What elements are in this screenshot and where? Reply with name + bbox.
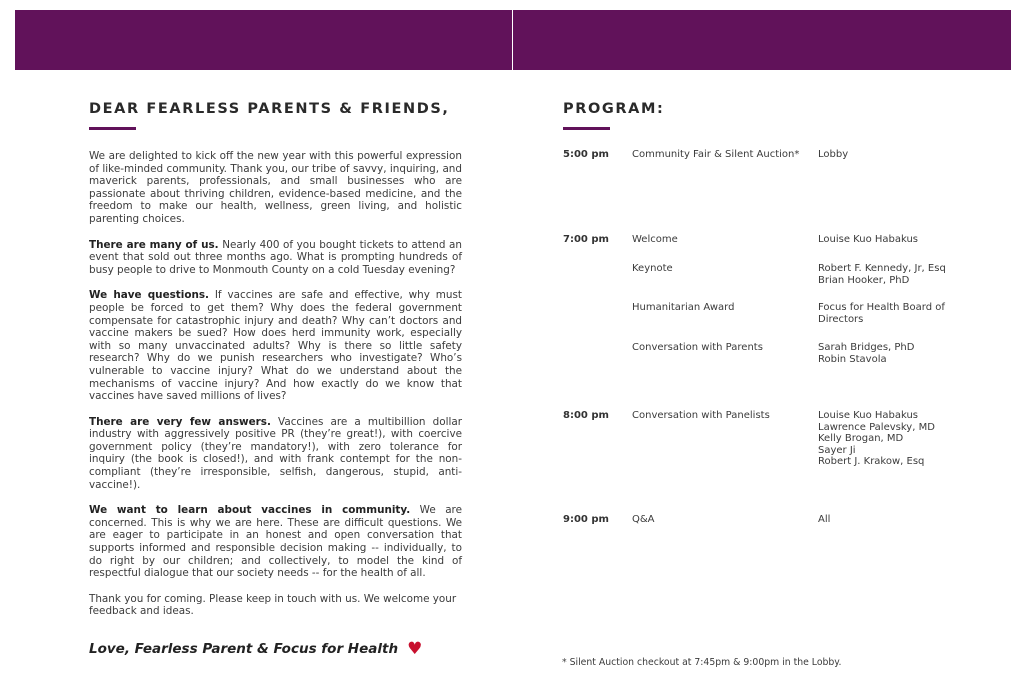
letter-column <box>89 98 462 631</box>
program-event: Conversation with Panelists <box>632 410 770 421</box>
presenter-name: Lobby <box>818 149 849 160</box>
letter-paragraph <box>89 150 462 226</box>
program-time: 8:00 pm <box>563 410 609 421</box>
presenter-name: Louise Kuo Habakus <box>818 410 919 421</box>
letter-heading: DEAR FEARLESS PARENTS & FRIENDS, <box>89 101 450 117</box>
program-presenters <box>818 514 968 526</box>
heading-underline <box>89 127 136 130</box>
program-presenters <box>818 342 968 365</box>
letter-signoff <box>89 639 422 659</box>
paragraph-text: Nearly 400 of you bought tickets to attend an event that sold out three months ago. What is prompting hundreds of busy people to drive to Monmouth County on a cold Tuesday evening? <box>89 238 462 276</box>
presenter-name: Sayer Ji <box>818 444 856 456</box>
program-time: 5:00 pm <box>563 149 609 160</box>
letter-paragraph <box>89 239 462 277</box>
presenter-name: Focus for Health Board of <box>818 302 945 313</box>
letter-paragraph <box>89 289 462 402</box>
paragraph-text: If vaccines are safe and effective, why must people be forced to get them? Why does the federal government compensate for catastrophic injury and death? Why can’t doctors and vaccine makers be sued? How does herd immunity work, especially with so many unvaccinated adults? Why is there so little safety research? Why do we punish researchers who investigate? Who’s vulnerable to vaccine injury? What do we understand about the mechanisms of vaccine injury? And how exactly do we know that vaccines have saved millions of lives? <box>89 289 462 403</box>
presenter-name: Directors <box>818 313 864 325</box>
program-presenters <box>818 263 968 286</box>
program-presenters <box>818 149 968 161</box>
program-presenters <box>818 410 968 468</box>
presenter-name: All <box>818 514 831 525</box>
letter-paragraph <box>89 504 462 580</box>
letter-paragraph <box>89 416 462 492</box>
letter-paragraph <box>89 593 462 618</box>
program-time: 7:00 pm <box>563 234 609 245</box>
program-time: 9:00 pm <box>563 514 609 525</box>
heading-underline <box>563 127 610 130</box>
header-banner-left <box>15 10 512 70</box>
presenter-name: Robin Stavola <box>818 353 887 365</box>
paragraph-text: We are concerned. This is why we are here. These are difficult questions. We are eager to participate in an honest and open conversation that supports informed and responsible decision making -- individually, to do right by our children; and collectively, to model the kind of respectful dialogue that our society needs -- for the health of all. <box>89 504 462 580</box>
paragraph-text: Vaccines are a multibillion dollar industry with aggressively positive PR (they’re great!), with coercive government policy (they’re mandatory!), with zero tolerance for inquiry (the book is closed!), and with frank contempt for the non-compliant (they’re irresponsible, selfish, dangerous, stupid, anti-vaccine!). <box>89 415 462 491</box>
program-event: Community Fair & Silent Auction* <box>632 149 800 160</box>
program-heading: PROGRAM: <box>563 101 665 117</box>
paragraph-lead: There are very few answers. <box>89 415 271 428</box>
program-event: Humanitarian Award <box>632 302 735 313</box>
signoff-text: Love, Fearless Parent & Focus for Health <box>89 641 399 657</box>
heart-icon: ♥ <box>407 639 423 659</box>
presenter-name: Louise Kuo Habakus <box>818 234 919 245</box>
letter-body <box>89 150 462 618</box>
program-event: Keynote <box>632 263 673 274</box>
header-banner-right <box>513 10 1011 70</box>
presenter-name: Brian Hooker, PhD <box>818 274 910 286</box>
paragraph-lead: We have questions. <box>89 289 209 302</box>
paragraph-text: We are delighted to kick off the new year with this powerful expression of like-minded community. Thank you, our tribe of savvy, inquiring, and maverick parents, professionals, and small businesses who are passionate about thriving children, evidence-based medicine, and the freedom to make our health, wellness, green living, and holistic parenting choices. <box>89 150 462 225</box>
presenter-name: Robert F. Kennedy, Jr, Esq <box>818 263 946 274</box>
paragraph-lead: We want to learn about vaccines in community. <box>89 504 411 517</box>
presenter-name: Sarah Bridges, PhD <box>818 342 915 353</box>
presenter-name: Kelly Brogan, MD <box>818 433 904 445</box>
program-event: Q&A <box>632 514 655 525</box>
presenter-name: Lawrence Palevsky, MD <box>818 421 935 433</box>
program-footnote: * Silent Auction checkout at 7:45pm & 9:00pm in the Lobby. <box>562 657 842 668</box>
program-event: Welcome <box>632 234 678 245</box>
program-presenters <box>818 234 968 246</box>
program-header <box>563 98 983 130</box>
paragraph-text: Thank you for coming. Please keep in touch with us. We welcome your feedback and ideas. <box>89 592 457 618</box>
presenter-name: Robert J. Krakow, Esq <box>818 456 925 468</box>
program-presenters <box>818 302 968 325</box>
program-event: Conversation with Parents <box>632 342 763 353</box>
paragraph-lead: There are many of us. <box>89 238 219 251</box>
